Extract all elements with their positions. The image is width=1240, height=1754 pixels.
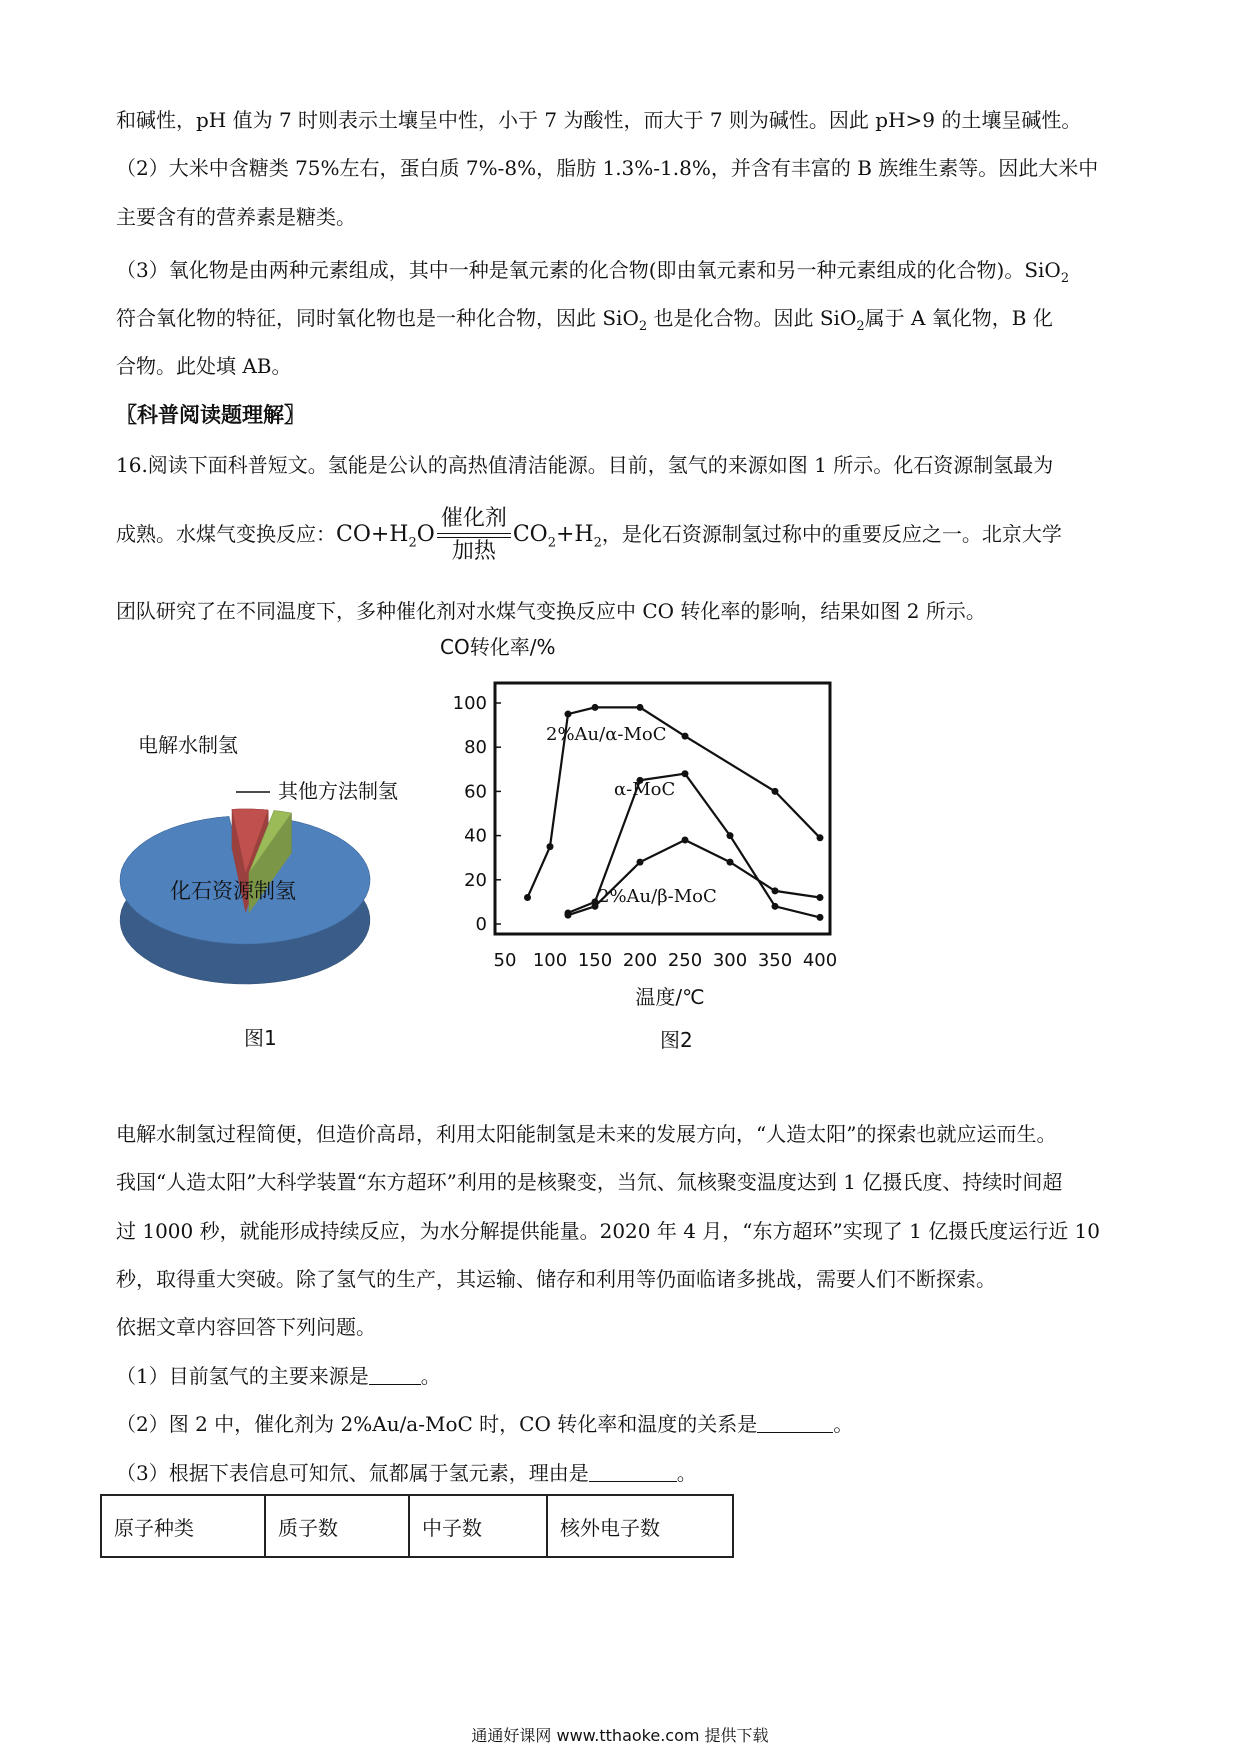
- question16-equation-line: [116, 498, 1136, 570]
- data-point: [682, 770, 689, 777]
- reaction-condition: [435, 506, 513, 565]
- oxide-text-2: 符合氧化物的特征，同时氧化物也是一种化合物，因此 SiO: [116, 306, 639, 330]
- heating-label: 加热: [451, 539, 496, 564]
- question-1: （1）目前氢气的主要来源是 。: [116, 1364, 441, 1388]
- question-2: （2）图 2 中，催化剂为 2%Au/a-MoC 时，CO 转化率和温度的关系是 。: [116, 1412, 854, 1436]
- data-point: [727, 832, 734, 839]
- x-tick-label: 100: [532, 950, 568, 971]
- answer-blank-2[interactable]: [757, 1412, 833, 1433]
- equation-suffix: ，是化石资源制氢过称中的重要反应之一。北京大学: [601, 522, 1062, 546]
- x-tick-label: 300: [712, 950, 748, 971]
- x-tick-label: 200: [622, 950, 658, 971]
- data-point: [817, 894, 824, 901]
- pie-label-electrolysis: 电解水制氢: [138, 733, 238, 757]
- paragraph-electrolysis-2: 我国“人造太阳”大科学装置“东方超环”利用的是核聚变，当氘、氚核聚变温度达到 1 亿摄氏度、持续时间超: [116, 1170, 1063, 1194]
- series-label: α-MoC: [614, 779, 676, 800]
- y-tick-label: 80: [464, 737, 487, 759]
- chart-x-title: 温度/℃: [635, 985, 705, 1009]
- pie-label-fossil: 化石资源制氢: [170, 879, 296, 903]
- data-point: [637, 859, 644, 866]
- y-tick-label: 20: [464, 869, 487, 891]
- answer-blank-3[interactable]: [589, 1461, 677, 1482]
- figure1-caption: 图1: [244, 1026, 277, 1050]
- question-3: （3）根据下表信息可知氘、氚都属于氢元素，理由是 。: [116, 1461, 697, 1485]
- paragraph-rice-2: 主要含有的营养素是糖类。: [116, 205, 356, 229]
- table-header-cell: 中子数: [409, 1495, 547, 1557]
- oxide-text-4: 属于 A 氧化物，B 化: [864, 306, 1053, 330]
- table-header-row: [101, 1495, 733, 1557]
- oxide-sub-1: 2: [1060, 271, 1070, 286]
- paragraph-electrolysis-1: 电解水制氢过程简便，但造价高昂，利用太阳能制氢是未来的发展方向，“人造太阳”的探索也就应运而生。: [116, 1122, 1057, 1146]
- x-tick-label: 250: [667, 950, 703, 971]
- question16-research: 团队研究了在不同温度下，多种催化剂对水煤气变换反应中 CO 转化率的影响，结果如图 2 所示。: [116, 599, 986, 623]
- figure2-line-chart: [430, 630, 850, 1010]
- paragraph-electrolysis-3: 过 1000 秒，就能形成持续反应，为水分解提供能量。2020 年 4 月，“东方超环”实现了 1 亿摄氏度运行近 10: [116, 1219, 1101, 1243]
- y-tick-label: 60: [464, 781, 487, 803]
- data-point: [772, 788, 779, 795]
- data-point: [682, 837, 689, 844]
- table-header-cell: 核外电子数: [547, 1495, 733, 1557]
- chart-y-title: CO转化率/%: [440, 635, 556, 659]
- equals-sign: [437, 533, 511, 538]
- series-label: 2%Au/α-MoC: [546, 724, 667, 745]
- data-point: [772, 903, 779, 910]
- data-point: [817, 834, 824, 841]
- paragraph-oxide-3: 合物。此处填 AB。: [116, 354, 292, 378]
- paragraph-ph: 和碱性，pH 值为 7 时则表示土壤呈中性，小于 7 为酸性，而大于 7 则为碱性。因此 pH>9 的土壤呈碱性。: [116, 108, 1082, 132]
- x-tick-label: 350: [757, 950, 793, 971]
- oxide-sub-3: 2: [856, 319, 865, 334]
- isotope-table: [100, 1494, 734, 1558]
- catalyst-label: 催化剂: [440, 506, 507, 531]
- data-point: [817, 914, 824, 921]
- figure1-pie-chart: [110, 730, 430, 990]
- data-point: [547, 843, 554, 850]
- y-tick-label: 100: [452, 693, 487, 714]
- data-point: [592, 704, 599, 711]
- y-tick-label: 0: [475, 914, 487, 935]
- paragraph-oxide-1: [116, 256, 1136, 284]
- data-point: [565, 912, 572, 919]
- data-point: [524, 894, 531, 901]
- page-footer: 通通好课网 www.tthaoke.com 提供下载: [471, 1726, 769, 1745]
- y-tick-label: 40: [464, 825, 487, 847]
- series-label: 2%Au/β-MoC: [598, 886, 717, 907]
- paragraph-rice-1: （2）大米中含糖类 75%左右，蛋白质 7%-8%，脂肪 1.3%-1.8%，并含有丰富的 B 族维生素等。因此大米中: [116, 156, 1099, 180]
- x-tick-label: 150: [577, 950, 613, 971]
- table-header-cell: 质子数: [265, 1495, 409, 1557]
- pie-label-other: 其他方法制氢: [278, 779, 398, 803]
- x-tick-label: 50: [493, 950, 517, 971]
- data-point: [682, 733, 689, 740]
- answer-blank-1[interactable]: [369, 1364, 421, 1385]
- paragraph-electrolysis-4: 秒，取得重大突破。除了氢气的生产，其运输、储存和利用等仍面临诸多挑战，需要人们不断探索。: [116, 1267, 996, 1291]
- x-tick-label: 400: [802, 950, 838, 971]
- section-heading: 〖科普阅读题理解〗: [116, 402, 305, 427]
- equation-right: $CO_2+H_2$: [512, 522, 602, 551]
- data-point: [637, 704, 644, 711]
- question16-intro: 16.阅读下面科普短文。氢能是公认的高热值清洁能源。目前，氢气的来源如图 1 所示。化石资源制氢最为: [116, 453, 1054, 477]
- equation-left: $CO+H_2O$: [336, 522, 435, 551]
- data-point: [727, 859, 734, 866]
- equation-prefix: 成熟。水煤气变换反应：: [116, 522, 336, 546]
- data-point: [565, 711, 572, 718]
- table-header-cell: 原子种类: [101, 1495, 265, 1557]
- oxide-text-3: 也是化合物。因此 SiO: [647, 306, 857, 330]
- paragraph-instruction: 依据文章内容回答下列问题。: [116, 1315, 376, 1339]
- paragraph-oxide-2: [116, 304, 1136, 332]
- figure2-caption: 图2: [660, 1028, 693, 1052]
- oxide-sub-2: 2: [638, 319, 648, 334]
- oxide-text-1: （3）氧化物是由两种元素组成，其中一种是氧元素的化合物(即由氧元素和另一种元素组成的化合物)。SiO: [116, 258, 1061, 282]
- data-point: [772, 887, 779, 894]
